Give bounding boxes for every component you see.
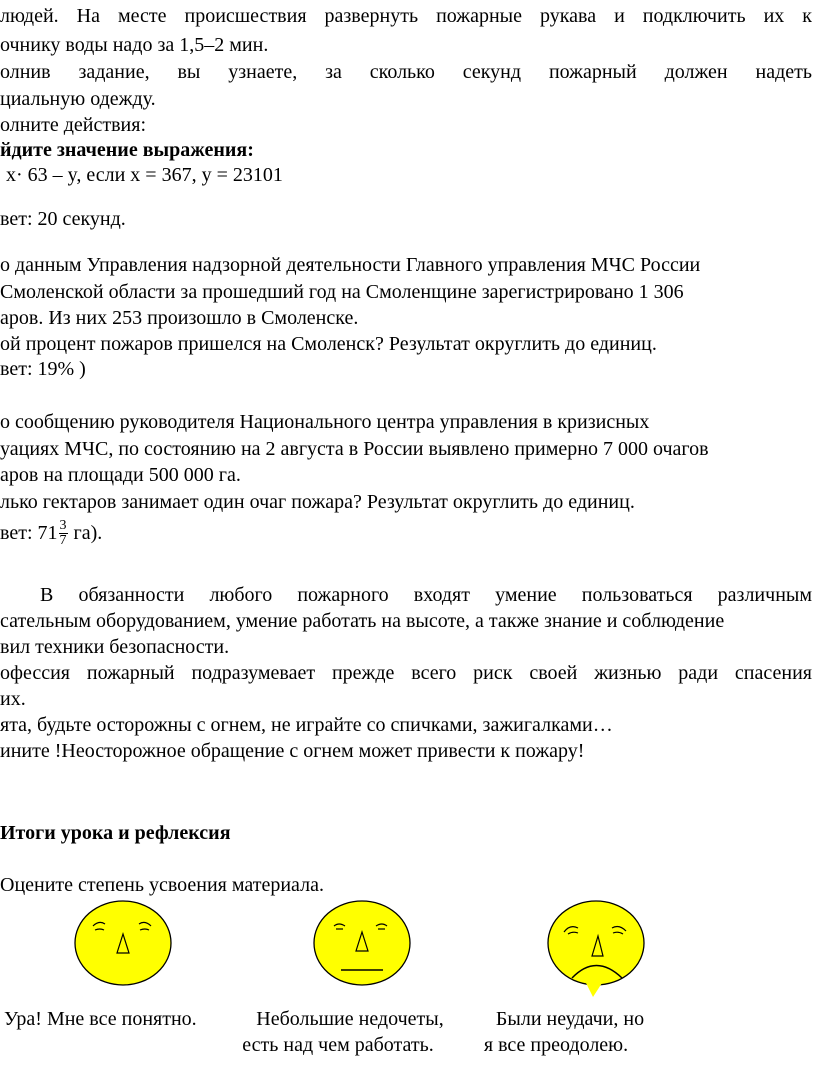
paragraph-line: ините !Неосторожное обращение с огнем может привести к пожару! bbox=[0, 740, 585, 762]
paragraph-line: уациях МЧС, по состоянию на 2 августа в России выявлено примерно 7 000 очагов bbox=[0, 438, 709, 460]
instruction-line: Оцените степень усвоения материала. bbox=[0, 874, 324, 896]
paragraph-line: офессия пожарный подразумевает прежде всего риск своей жизнью ради спасения bbox=[0, 662, 812, 684]
paragraph-line: олнив задание, вы узнаете, за сколько секунд пожарный должен надеть bbox=[0, 61, 812, 83]
paragraph-line: аров на площади 500 000 га. bbox=[0, 464, 241, 486]
answer-line: вет: 20 секунд. bbox=[0, 208, 126, 230]
caption-happy: Ура! Мне все понятно. bbox=[4, 1008, 197, 1030]
question-line: лько гектаров занимает один очаг пожара? Результат округлить до единиц. bbox=[0, 491, 635, 513]
paragraph-line: вил техники безопасности. bbox=[0, 636, 230, 658]
paragraph-line: очнику воды надо за 1,5–2 мин. bbox=[0, 34, 269, 56]
paragraph-line: В обязанности любого пожарного входят умение пользоваться различным bbox=[40, 584, 812, 606]
section-heading: Итоги урока и рефлексия bbox=[0, 822, 231, 844]
caption-sad-line1: Были неудачи, но bbox=[495, 1008, 645, 1030]
task-heading: йдите значение выражения: bbox=[0, 139, 254, 161]
sad-face-icon bbox=[546, 898, 646, 1003]
paragraph-line: о сообщению руководителя Национального центра управления в кризисных bbox=[0, 411, 650, 433]
answer-prefix: вет: 71 bbox=[0, 522, 58, 545]
expression-line: x· 63 – y, если x = 367, y = 23101 bbox=[6, 164, 283, 186]
paragraph-line: циальную одежду. bbox=[0, 88, 156, 110]
answer-line bbox=[0, 520, 102, 549]
answer-line: вет: 19% ) bbox=[0, 358, 86, 380]
paragraph-line: Смоленской области за прошедший год на Смоленщине зарегистрировано 1 306 bbox=[0, 281, 684, 303]
fraction-denominator: 7 bbox=[59, 533, 67, 548]
paragraph-line: ята, будьте осторожны с огнем, не играйте со спичками, зажигалками… bbox=[0, 714, 613, 736]
paragraph-line: аров. Из них 253 произошло в Смоленске. bbox=[0, 307, 359, 329]
answer-suffix: га). bbox=[73, 522, 103, 545]
caption-neutral-line2: есть над чем работать. bbox=[242, 1034, 434, 1056]
paragraph-line: людей. На месте происшествия развернуть пожарные рукава и подключить их к bbox=[0, 5, 812, 27]
question-line: ой процент пожаров пришелся на Смоленск? Результат округлить до единиц. bbox=[0, 333, 657, 355]
caption-neutral-line1: Небольшие недочеты, bbox=[256, 1008, 444, 1030]
happy-face-icon bbox=[73, 898, 173, 988]
caption-sad-line2: я все преодолею. bbox=[483, 1034, 629, 1056]
paragraph-line: сательным оборудованием, умение работать на высоте, а также знание и соблюдение bbox=[0, 610, 725, 632]
paragraph-line: олните действия: bbox=[0, 114, 147, 136]
paragraph-line: о данным Управления надзорной деятельности Главного управления МЧС России bbox=[0, 254, 701, 276]
neutral-face-icon bbox=[312, 898, 412, 988]
fraction-numerator: 3 bbox=[59, 518, 67, 533]
fraction bbox=[59, 519, 68, 548]
paragraph-line: их. bbox=[0, 688, 26, 710]
